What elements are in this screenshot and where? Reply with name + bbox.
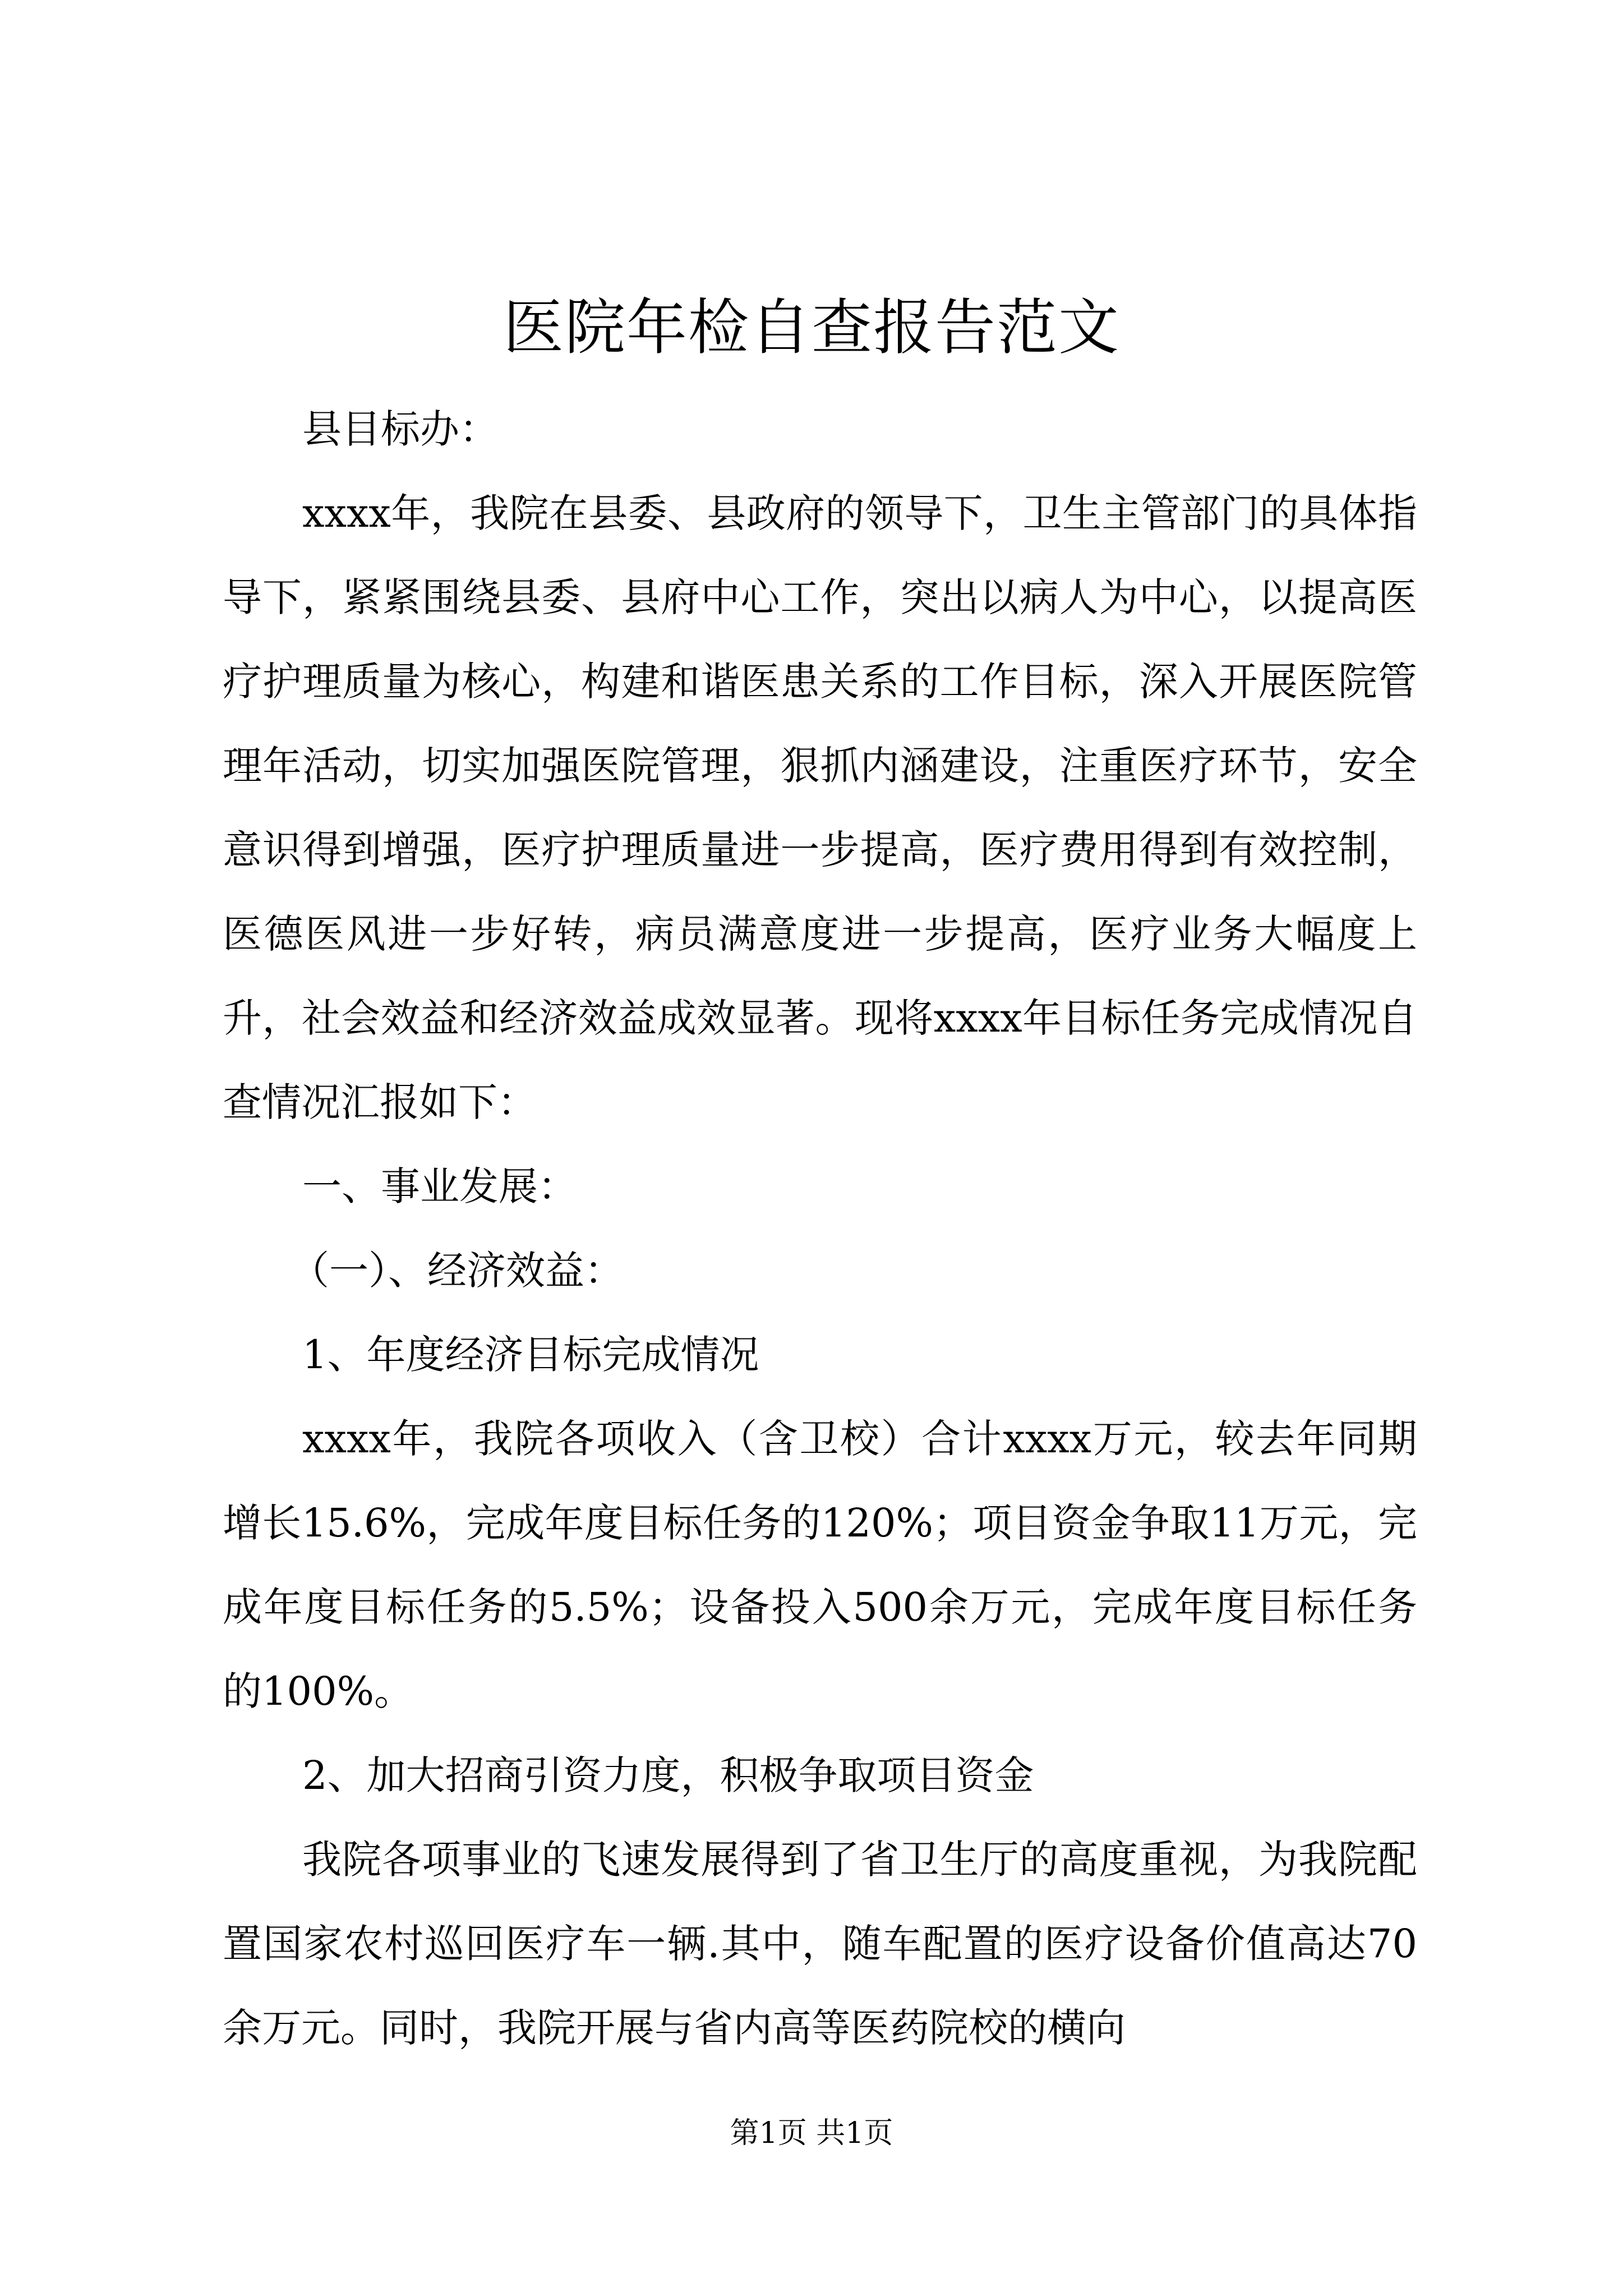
salutation: 县目标办： — [302, 406, 499, 452]
section-heading: 一、事业发展： — [302, 1163, 577, 1209]
body-paragraph: xxxx年，我院各项收入（含卫校）合计xxxx万元，较去年同期增长15.6%，完成年度目标任务的120%；项目资金争取11万元，完成年度目标任务的5.5%；设备投入500余万元，完成年度目标任务的100%。 — [223, 1416, 1417, 1714]
body-paragraph: 我院各项事业的飞速发展得到了省卫生厅的高度重视，为我院配置国家农村巡回医疗车一辆.其中，随车配置的医疗设备价值高达70余万元。同时，我院开展与省内高等医药院校的横向 — [223, 1837, 1417, 2051]
document-body — [223, 387, 1417, 2070]
item-heading: 2、加大招商引资力度，积极争取项目资金 — [302, 1752, 1034, 1798]
page-title: 医院年检自查报告范文 — [502, 293, 1120, 363]
intro-paragraph: xxxx年，我院在县委、县政府的领导下，卫生主管部门的具体指导下，紧紧围绕县委、县府中心工作，突出以病人为中心，以提高医疗护理质量为核心，构建和谐医患关系的工作目标，深入开展医院管理年活动，切实加强医院管理，狠抓内涵建设，注重医疗环节，安全意识得到增强，医疗护理质量进一步提高，医疗费用得到有效控制，医德医风进一步好转，病员满意度进一步提高，医疗业务大幅度上升，社会效益和经济效益成效显著。现将xxxx年目标任务完成情况自查情况汇报如下： — [223, 490, 1417, 1125]
page-footer: 第1页 共1页 — [730, 2116, 893, 2150]
item-heading: 1、年度经济目标完成情况 — [302, 1332, 759, 1378]
subsection-heading: （一）、经济效益： — [290, 1248, 624, 1294]
